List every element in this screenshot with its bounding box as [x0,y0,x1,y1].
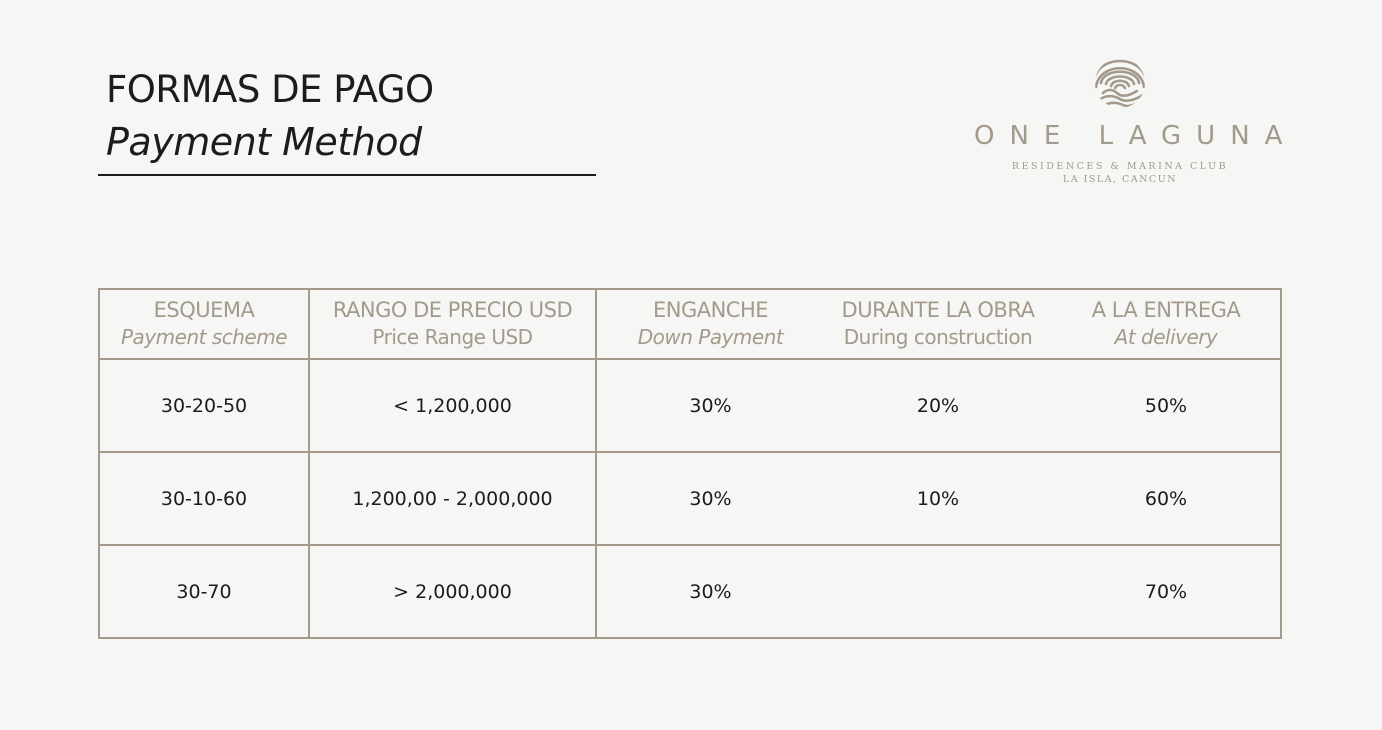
cell-construction: 20% [824,359,1052,452]
cell-down-payment: 30% [596,545,824,638]
cell-scheme: 30-70 [99,545,309,638]
header-construction [824,289,1052,359]
header-delivery [1052,289,1281,359]
logo-subtitle: RESIDENCES & MARINA CLUB [1011,161,1229,172]
cell-price-range: > 2,000,000 [309,545,596,638]
header-construction-en: During construction [843,325,1033,349]
header-down-payment-es: ENGANCHE [652,298,769,322]
header-price-range-es: RANGO DE PRECIO USD [332,298,573,322]
title-underline [98,174,596,176]
one-laguna-logo [960,56,1298,206]
cell-price-range: 1,200,00 - 2,000,000 [309,452,596,545]
cell-delivery: 50% [1052,359,1281,452]
cell-scheme: 30-20-50 [99,359,309,452]
logo-wordmark: ONE LAGUNA [974,121,1298,151]
page-title: FORMAS DE PAGO [106,68,434,111]
cell-price-range: < 1,200,000 [309,359,596,452]
fingerprint-logo-icon [1093,56,1147,110]
cell-down-payment: 30% [596,359,824,452]
cell-delivery: 70% [1052,545,1281,638]
header-price-range [309,289,596,359]
header-delivery-es: A LA ENTREGA [1091,298,1241,322]
cell-construction [824,545,1052,638]
header-scheme-es: ESQUEMA [153,298,255,322]
header-scheme-en: Payment scheme [121,325,287,349]
header-down-payment [596,289,824,359]
header-construction-es: DURANTE LA OBRA [841,298,1035,322]
logo-location: LA ISLA, CANCUN [1062,174,1178,185]
header-price-range-en: Price Range USD [372,325,533,349]
table-row [99,452,1281,545]
title-block [98,64,596,168]
header-down-payment-en: Down Payment [637,325,784,349]
cell-down-payment: 30% [596,452,824,545]
cell-delivery: 60% [1052,452,1281,545]
cell-construction: 10% [824,452,1052,545]
cell-scheme: 30-10-60 [99,452,309,545]
header-delivery-en: At delivery [1114,325,1218,349]
page-subtitle: Payment Method [106,120,422,164]
table-row [99,545,1281,638]
payment-schemes-table [98,288,1282,639]
table-header-row [99,289,1281,359]
header-scheme [99,289,309,359]
table-row [99,359,1281,452]
